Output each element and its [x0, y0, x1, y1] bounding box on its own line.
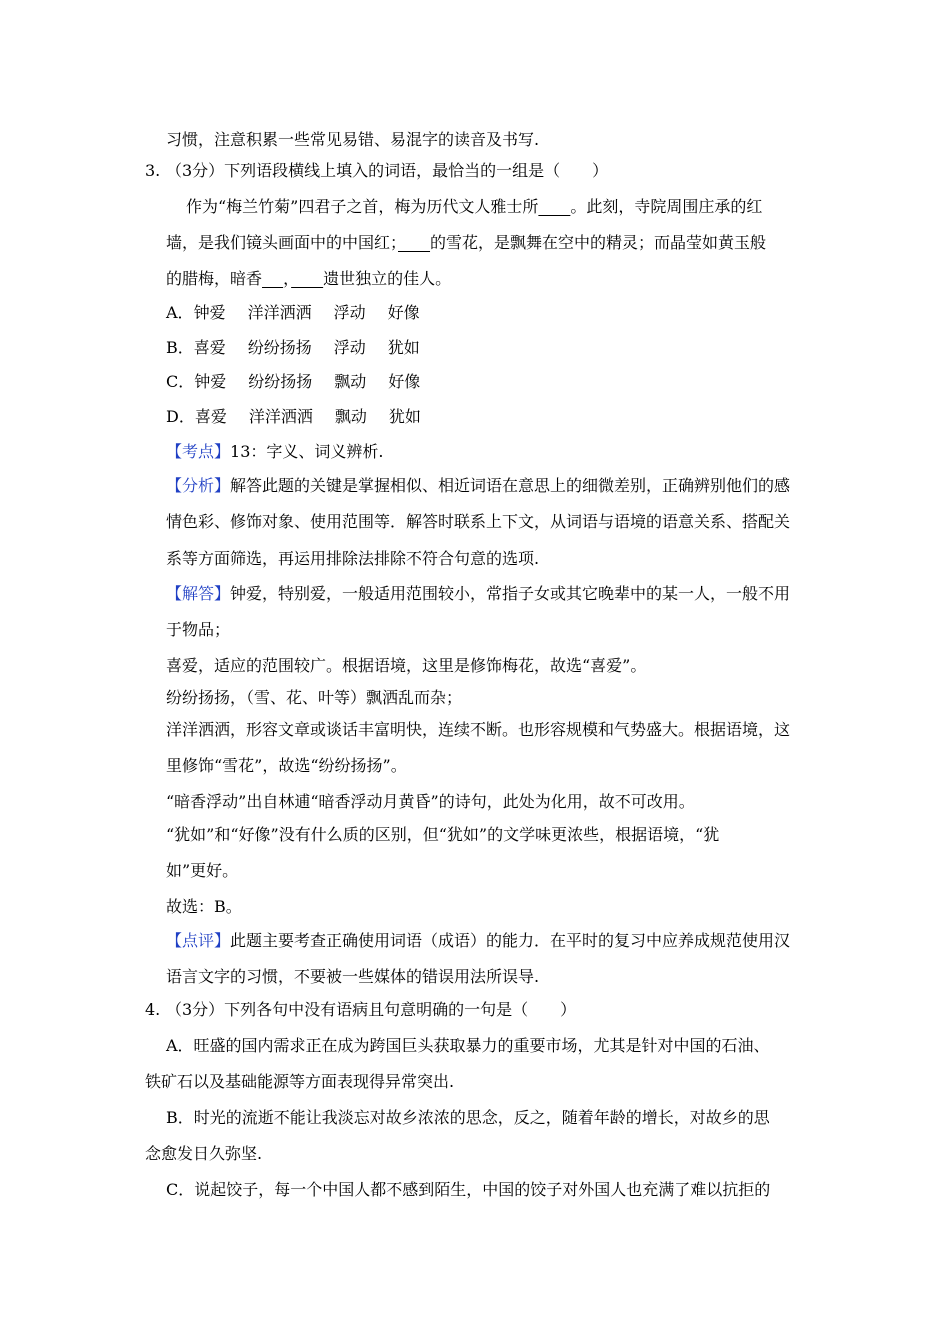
question-number: 3. — [145, 161, 161, 180]
text-line: 念愈发日久弥坚. — [145, 1144, 263, 1163]
option-letter: D． — [166, 407, 195, 426]
fill-blank — [398, 233, 430, 252]
passage-text: 的雪花，是飘舞在空中的精灵；而晶莹如黄玉般 — [430, 233, 767, 252]
fenxi-line — [166, 475, 790, 497]
option-word: 浮动 — [333, 338, 366, 357]
text-line: 习惯，注意积累一些常见易错、易混字的读音及书写. — [166, 130, 540, 149]
option-b: B．时光的流逝不能让我淡忘对故乡浓浓的思念，反之，随着年龄的增长，对故乡的思 — [166, 1108, 770, 1127]
question-number: 4. — [145, 1000, 161, 1019]
option-word: 洋洋洒洒 — [247, 303, 312, 322]
passage-line — [166, 268, 451, 290]
option-a: A．旺盛的国内需求正在成为跨国巨头获取暴力的重要市场，尤其是针对中国的石油、 — [166, 1036, 770, 1055]
passage-text: 。此刻，寺院周围庄承的红 — [570, 197, 763, 216]
option-word: 钟爱 — [193, 303, 226, 322]
passage-line — [186, 196, 762, 218]
text-line: 情色彩、修饰对象、使用范围等．解答时联系上下文，从词语与语境的语意关系、搭配关 — [166, 512, 791, 531]
fill-blank — [291, 269, 323, 288]
option-letter: B． — [166, 338, 194, 357]
section-tag: 【分析】 — [166, 476, 231, 495]
passage-line — [166, 232, 766, 254]
text-line: “犹如”和“好像”没有什么质的区别，但“犹如”的文学味更浓些，根据语境，“犹 — [166, 825, 720, 844]
option-word: 好像 — [387, 303, 420, 322]
passage-text: 的腊梅，暗香 — [166, 269, 263, 288]
option-word: 好像 — [388, 372, 421, 391]
text-line: 洋洋洒洒，形容文章或谈话丰富明快，连续不断。也形容规模和气势盛大。根据语境，这 — [166, 720, 791, 739]
option-word: 飘动 — [334, 372, 367, 391]
option-word: 飘动 — [334, 407, 367, 426]
option-c — [166, 371, 420, 393]
section-text: 13：字义、词义辨析. — [230, 442, 384, 461]
option-letter: A． — [166, 303, 194, 322]
option-word: 钟爱 — [194, 372, 227, 391]
option-c: C．说起饺子，每一个中国人都不感到陌生，中国的饺子对外国人也充满了难以抗拒的 — [166, 1180, 771, 1199]
option-word: 喜爱 — [193, 338, 226, 357]
dianping-line — [166, 930, 790, 952]
option-b — [166, 337, 420, 359]
text-line: “暗香浮动”出自林逋“暗香浮动月黄昏”的诗句，此处为化用，故不可改用。 — [166, 792, 695, 811]
section-text: 解答此题的关键是掌握相似、相近词语在意思上的细微差别，正确辨别他们的感 — [230, 476, 791, 495]
text-line: 如”更好。 — [166, 861, 239, 880]
option-letter: C． — [166, 372, 195, 391]
text-line: 纷纷扬扬，（雪、花、叶等）飘洒乱而杂； — [166, 688, 463, 707]
text-line: 语言文字的习惯，不要被一些媒体的错误用法所误导. — [166, 967, 540, 986]
text-line: 喜爱，适应的范围较广。根据语境，这里是修饰梅花，故选“喜爱”。 — [166, 656, 647, 675]
option-a — [166, 302, 420, 324]
option-word: 洋洋洒洒 — [248, 407, 313, 426]
section-tag: 【考点】 — [166, 442, 231, 461]
option-d — [166, 406, 421, 428]
text-line: 于物品； — [166, 620, 231, 639]
text-line: 系等方面筛选，再运用排除法排除不符合句意的选项. — [166, 549, 540, 568]
kaodian-line — [166, 441, 383, 463]
section-tag: 【点评】 — [166, 931, 231, 950]
jieda-line — [166, 583, 790, 605]
option-word: 犹如 — [388, 407, 421, 426]
passage-text: 墙，是我们镜头画面中的中国红； — [166, 233, 399, 252]
section-text: 钟爱，特别爱，一般适用范围较小，常指子女或其它晚辈中的某一人，一般不用 — [230, 584, 791, 603]
option-word: 纷纷扬扬 — [247, 338, 312, 357]
passage-text: 作为“梅兰竹菊”四君子之首，梅为历代文人雅士所 — [186, 197, 539, 216]
option-word: 喜爱 — [194, 407, 227, 426]
text-line: 铁矿石以及基础能源等方面表现得异常突出. — [145, 1072, 455, 1091]
option-word: 犹如 — [387, 338, 420, 357]
question-stem: （3分）下列各句中没有语病且句意明确的一句是（ ） — [166, 1000, 577, 1019]
text-line: 故选：B。 — [166, 897, 242, 916]
passage-text: 遗世独立的佳人。 — [323, 269, 452, 288]
text-line: 里修饰“雪花”，故选“纷纷扬扬”。 — [166, 756, 407, 775]
section-text: 此题主要考查正确使用词语（成语）的能力．在平时的复习中应养成规范使用汉 — [230, 931, 791, 950]
fill-blank — [538, 197, 570, 216]
fill-blank — [262, 269, 283, 288]
option-word: 纷纷扬扬 — [248, 372, 313, 391]
question-stem: （3分）下列语段横线上填入的词语，最恰当的一组是（ ） — [166, 161, 609, 180]
section-tag: 【解答】 — [166, 584, 231, 603]
option-word: 浮动 — [333, 303, 366, 322]
passage-text: ， — [283, 269, 292, 288]
